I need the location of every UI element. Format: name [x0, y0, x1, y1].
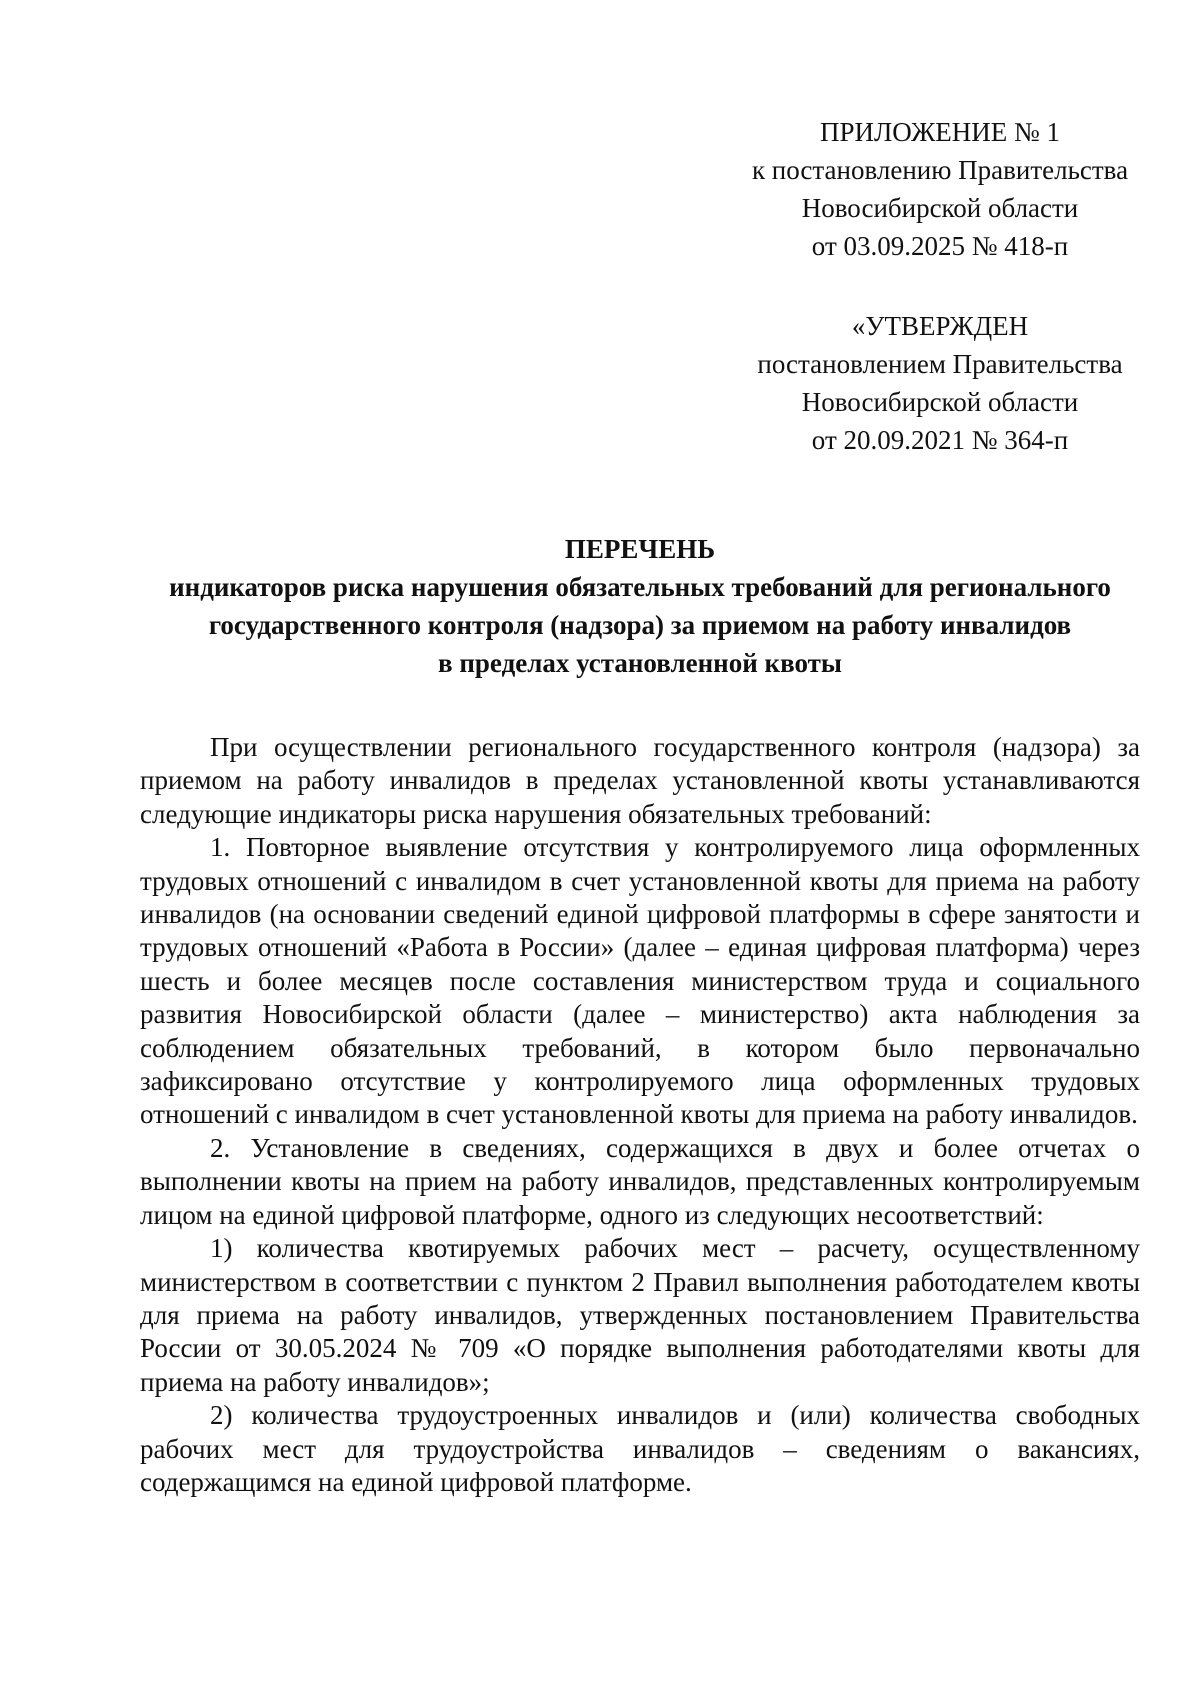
item-1-paragraph: 1. Повторное выявление отсутствия у контролируемого лица оформленных трудовых отношений с инвалидом в счет установленной квоты для приема на работу инвалидов (на основании сведений единой цифровой платформы в сфере занятости и трудовых отношений «Работа в России» (далее – единая цифровая платформа) через шесть и более месяцев после составления министерством труда и социального развития Новосибирской области (далее – министерство) акта наблюдения за соблюдением обязательных требований, в котором было первоначально зафиксировано отсутствие у контролируемого лица оформленных трудовых отношений с инвалидом в счет установленной квоты для приема на работу инвалидов.	[140, 832, 1140, 1130]
annex-number: ПРИЛОЖЕНИЕ № 1	[819, 117, 1061, 147]
item-2-paragraph: 2. Установление в сведениях, содержащихся в двух и более отчетах о выполнении квоты на прием на работу инвалидов, представленных контролируемым лицом на единой цифровой платформе, одного из следующих несоответствий:	[140, 1132, 1140, 1230]
subitem-1-paragraph: 1) количества квотируемых рабочих мест – расчету, осуществленному министерством в соответствии с пунктом 2 Правил выполнения работодателем квоты для приема на работу инвалидов, утвержденных постановлением Правительства России от 30.05.2024 № 709 «О порядке выполнения работодателями квоты для приема на работу инвалидов»;	[140, 1233, 1140, 1397]
approved-resolution-label: постановлением Правительства	[757, 349, 1123, 379]
subitem-2-paragraph: 2) количества трудоустроенных инвалидов и (или) количества свободных рабочих мест для трудоустройства инвалидов – сведениям о вакансиях, содержащимся на единой цифровой платформе.	[140, 1400, 1140, 1497]
annex-resolution-label: к постановлению Правительства	[751, 155, 1129, 185]
approved-region: Новосибирской области	[801, 387, 1079, 417]
approved-header	[740, 307, 1140, 459]
title-line-1: индикаторов риска нарушения обязательных требований для регионального	[169, 572, 1111, 602]
annex-region: Новосибирской области	[801, 193, 1079, 223]
annex-date-number: от 03.09.2025 № 418-п	[811, 231, 1069, 261]
title-heading: ПЕРЕЧЕНЬ	[564, 534, 716, 564]
annex-header	[740, 113, 1140, 265]
title-line-3: в пределах установленной квоты	[438, 648, 842, 678]
document-title	[140, 530, 1140, 682]
title-line-2: государственного контроля (надзора) за приемом на работу инвалидов	[208, 610, 1072, 640]
intro-paragraph: При осуществлении регионального государственного контроля (надзора) за приемом на работу инвалидов в пределах установленной квоты устанавливаются следующие индикаторы риска нарушения обязательных требований:	[140, 732, 1140, 829]
document-body	[140, 731, 1140, 1499]
approved-label: «УТВЕРЖДЕН	[851, 311, 1029, 341]
approved-date-number: от 20.09.2021 № 364-п	[811, 425, 1069, 455]
